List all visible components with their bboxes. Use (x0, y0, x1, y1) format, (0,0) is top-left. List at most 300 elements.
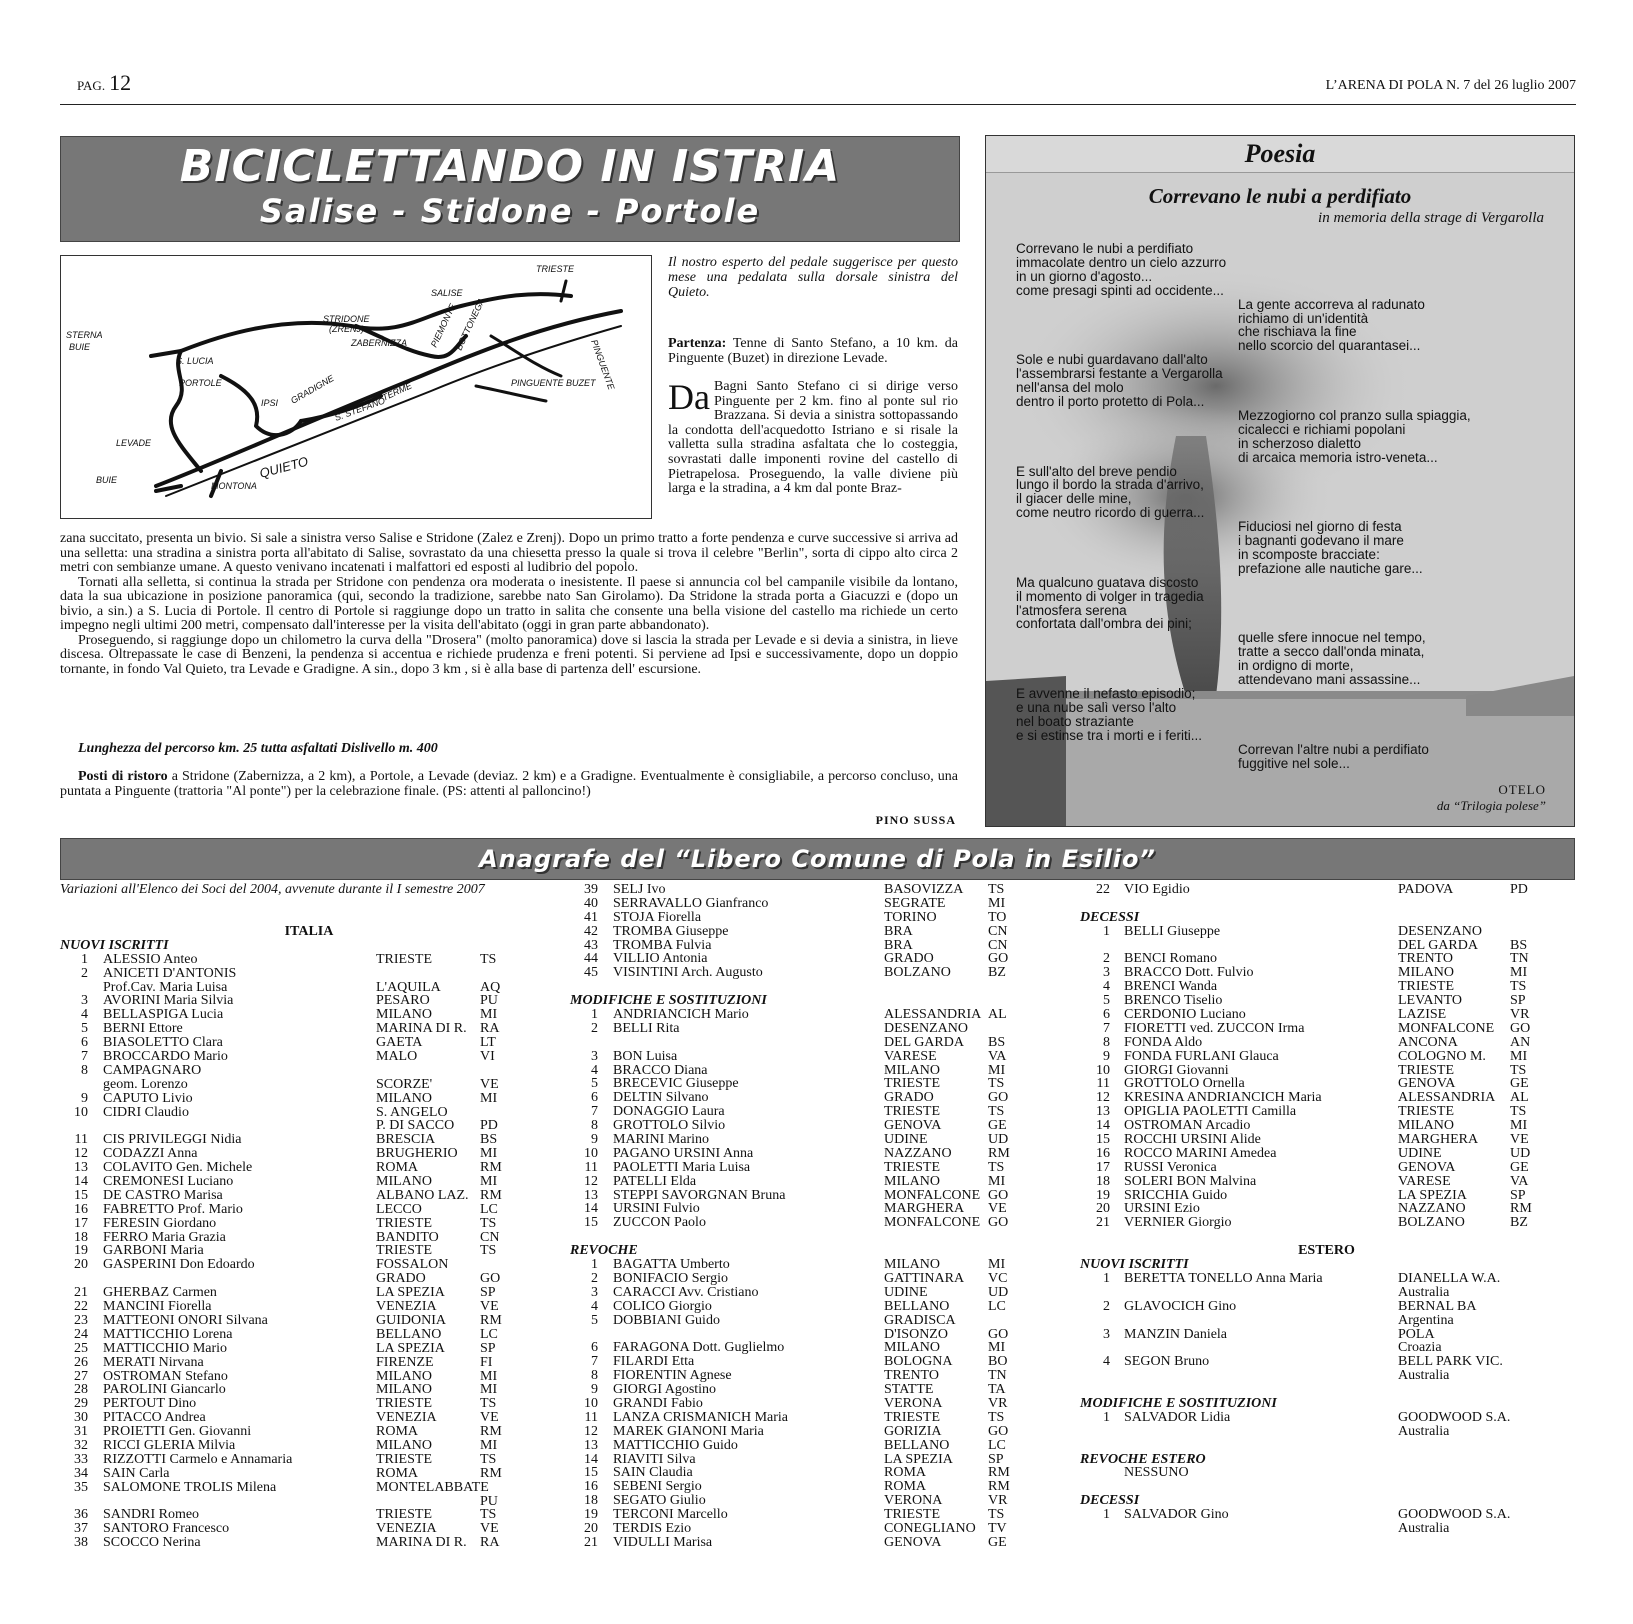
member-number: 25 (74, 1340, 88, 1356)
member-number: 13 (74, 1160, 88, 1176)
member-row (570, 1064, 1050, 1078)
member-number: 15 (1096, 1132, 1110, 1148)
article-partenza (668, 336, 958, 366)
member-province: TS (988, 1076, 1005, 1092)
member-city: TRENTO (1398, 951, 1453, 967)
member-name: BENCI Romano (1124, 951, 1217, 967)
member-number: 1 (1103, 923, 1110, 939)
member-number: 5 (81, 1021, 88, 1037)
poem-line: come neutro ricordo di guerra... (1016, 505, 1205, 521)
member-row (570, 1286, 1050, 1300)
member-row (1080, 1077, 1573, 1091)
member-number: 15 (74, 1187, 88, 1203)
member-name: URSINI Ezio (1124, 1201, 1200, 1217)
member-name: BERETTA TONELLO Anna Maria (1124, 1270, 1323, 1286)
member-number: 18 (74, 1229, 88, 1245)
map-label-salise: SALISE (431, 288, 463, 298)
member-name: geom. Lorenzo (103, 1076, 188, 1092)
member-name: Prof.Cav. Maria Luisa (103, 979, 228, 995)
member-row (1080, 1425, 1573, 1439)
member-city: TRIESTE (376, 1396, 432, 1412)
member-province: CN (988, 923, 1008, 939)
member-city: BOLOGNA (884, 1354, 953, 1370)
member-row (60, 1508, 558, 1522)
member-city: TORINO (884, 909, 937, 925)
poem-line: prefazione alle nautiche gare... (1238, 560, 1423, 576)
member-row (570, 1036, 1050, 1050)
member-name: RICCI GLERIA Milvia (103, 1437, 236, 1453)
map-label-slucia: S. LUCIA (176, 356, 214, 366)
member-province: MI (988, 895, 1006, 911)
member-city: MILANO (1398, 1118, 1454, 1134)
member-row (1080, 1091, 1573, 1105)
member-province: UD (1510, 1145, 1531, 1161)
member-row (1080, 1300, 1573, 1314)
member-city: GENOVA (884, 1534, 942, 1550)
member-row (60, 1231, 558, 1245)
member-city: MILANO (376, 1437, 432, 1453)
member-city: MILANO (376, 1174, 432, 1190)
member-number: 1 (1103, 1409, 1110, 1425)
member-number: 7 (591, 1354, 598, 1370)
member-name: CREMONESI Luciano (103, 1174, 234, 1190)
member-name: SCOCCO Nerina (103, 1535, 201, 1551)
member-name: MATTICCHIO Guido (613, 1437, 738, 1453)
member-province: GE (1510, 1159, 1529, 1175)
poem-line: E avvenne il nefasto episodio; (1016, 686, 1196, 701)
map-label-pinguente-buzet: PINGUENTE BUZET (511, 378, 596, 388)
member-province: SP (1510, 1187, 1526, 1203)
member-row (570, 1175, 1050, 1189)
member-province: RM (480, 1187, 502, 1203)
member-city: ALESSANDRIA (884, 1007, 982, 1023)
member-province: MI (1510, 1118, 1528, 1134)
member-row (570, 1425, 1050, 1439)
member-number: 3 (591, 1048, 598, 1064)
section-heading: DECESSI (1080, 1493, 1140, 1509)
member-number: 32 (74, 1437, 88, 1453)
member-province: VE (480, 1521, 499, 1537)
member-city: BRESCIA (376, 1132, 436, 1148)
member-number: 1 (591, 1007, 598, 1023)
member-name: BELLASPIGA Lucia (103, 1007, 224, 1023)
member-row (1080, 1355, 1573, 1369)
member-row (60, 1189, 558, 1203)
member-city: MILANO (884, 1062, 940, 1078)
member-province: GE (988, 1534, 1007, 1550)
member-number: 4 (81, 1007, 88, 1023)
member-name: CAMPAGNARO (103, 1062, 202, 1078)
member-number: 13 (1096, 1104, 1110, 1120)
member-name: SALVADOR Gino (1124, 1507, 1229, 1523)
article-title-box (60, 136, 960, 242)
member-name: CERDONIO Luciano (1124, 1007, 1246, 1023)
member-province: RA (480, 1021, 500, 1037)
member-name: OSTROMAN Stefano (103, 1368, 228, 1384)
member-number: 11 (74, 1132, 88, 1148)
member-province: BZ (1510, 1215, 1528, 1231)
member-name: BERNI Ettore (103, 1021, 183, 1037)
member-name: AVORINI Maria Silvia (103, 993, 234, 1009)
member-name: GASPERINI Don Edoardo (103, 1257, 255, 1273)
member-city: Australia (1398, 1423, 1450, 1439)
spacer (1080, 1439, 1573, 1453)
member-province: MI (1510, 965, 1528, 981)
member-row (1080, 1216, 1573, 1230)
member-row (1080, 1147, 1573, 1161)
member-city: NAZZANO (884, 1145, 952, 1161)
poem-title: Correvano le nubi a perdifiato (1148, 184, 1412, 208)
member-province: TS (1510, 1062, 1527, 1078)
member-province: VC (988, 1270, 1008, 1286)
member-province: UD (988, 1132, 1009, 1148)
member-city: TRIESTE (884, 1076, 940, 1092)
article-para1 (668, 377, 958, 497)
map-label-zabernizza: ZABERNIZZA (351, 338, 408, 348)
member-province: TS (480, 1451, 497, 1467)
member-city: BRUGHERIO (376, 1146, 458, 1162)
spacer (1080, 1480, 1573, 1494)
member-number: 16 (1096, 1145, 1110, 1161)
member-city: ROMA (884, 1479, 927, 1495)
member-row (60, 1425, 558, 1439)
member-number: 19 (584, 1507, 598, 1523)
member-province: GO (988, 1187, 1009, 1203)
member-row (1080, 1133, 1573, 1147)
member-number: 1 (81, 951, 88, 967)
member-number: 5 (591, 1076, 598, 1092)
member-name: MARINI Marino (613, 1132, 710, 1148)
member-city: MARGHERA (884, 1201, 965, 1217)
member-city: GENOVA (1398, 1076, 1456, 1092)
member-row (60, 1342, 558, 1356)
member-city: VENEZIA (376, 1410, 437, 1426)
page-num: 12 (109, 70, 132, 95)
poem-line: che rischiava la fine (1238, 324, 1357, 340)
member-province: VR (988, 1493, 1008, 1509)
member-number: 34 (74, 1465, 88, 1481)
member-province: MI (988, 1257, 1006, 1273)
member-row (1080, 994, 1573, 1008)
member-province: TS (1510, 979, 1527, 995)
route-map (60, 255, 652, 519)
member-name: FIORENTIN Agnese (613, 1368, 732, 1384)
member-number: 3 (591, 1284, 598, 1300)
member-province: LC (988, 1298, 1006, 1314)
member-row (570, 883, 1050, 897)
member-province: VE (480, 1410, 499, 1426)
member-province: BS (1510, 937, 1528, 953)
partenza-text: Tenne di Santo Stefano, a 10 km. da Pinguente (Buzet) in direzione Levade. (668, 336, 958, 366)
member-province: SP (988, 1451, 1004, 1467)
member-number: 2 (1103, 1298, 1110, 1314)
section-heading: DECESSI (1080, 909, 1140, 925)
member-row (60, 1078, 558, 1092)
member-name: SRICCHIA Guido (1124, 1187, 1228, 1203)
member-number: 11 (584, 1409, 598, 1425)
article-subtitle: Salise - Stidone - Portole (259, 192, 761, 230)
member-name: DE CASTRO Marisa (103, 1187, 223, 1203)
member-row (1080, 925, 1573, 939)
member-province: VE (480, 1299, 499, 1315)
member-name: MERATI Nirvana (103, 1354, 204, 1370)
poem-line: il giacer delle mine, (1016, 491, 1132, 507)
member-name: PAOLETTI Maria Luisa (613, 1159, 751, 1175)
member-province: TS (480, 1243, 497, 1259)
member-number: 2 (591, 1020, 598, 1036)
member-row (570, 1161, 1050, 1175)
member-city: MILANO (376, 1368, 432, 1384)
member-city: CONEGLIANO (884, 1520, 976, 1536)
member-city: TRIESTE (1398, 979, 1454, 995)
member-name: FERRO Maria Grazia (103, 1229, 226, 1245)
member-city: BELLANO (884, 1298, 950, 1314)
member-row (60, 1064, 558, 1078)
member-row (60, 1119, 558, 1133)
member-number: 6 (591, 1090, 598, 1106)
member-number: 37 (74, 1521, 88, 1537)
member-row (60, 994, 558, 1008)
member-row (570, 1411, 1050, 1425)
member-row (1080, 1522, 1573, 1536)
member-province: TS (988, 1507, 1005, 1523)
member-name: BRENCI Wanda (1124, 979, 1218, 995)
member-number: 1 (591, 1257, 598, 1273)
member-number: 8 (591, 1368, 598, 1384)
member-row (1080, 1050, 1573, 1064)
poem-line: quelle sfere innocue nel tempo, (1238, 630, 1426, 646)
member-number: 28 (74, 1382, 88, 1398)
member-province: VI (480, 1049, 495, 1065)
map-label-stridone: STRIDONE (323, 314, 370, 324)
member-number: 5 (1103, 993, 1110, 1009)
member-province: RM (988, 1479, 1010, 1495)
member-row (60, 1286, 558, 1300)
member-province: MI (988, 1173, 1006, 1189)
member-row (1080, 1189, 1573, 1203)
member-province: GO (988, 951, 1009, 967)
member-city: TRIESTE (884, 1159, 940, 1175)
member-name: ROCCO MARINI Amedea (1124, 1145, 1277, 1161)
member-number: 20 (74, 1257, 88, 1273)
member-province: VE (1510, 1132, 1529, 1148)
map-label-gradigne: GRADIGNE (289, 373, 336, 406)
member-row (60, 1383, 558, 1397)
member-row (570, 1119, 1050, 1133)
registry-title: Anagrafe del “Libero Comune di Pola in Esilio” (60, 838, 1575, 880)
member-number: 21 (1096, 1215, 1110, 1231)
member-city: VENEZIA (376, 1521, 437, 1537)
poem-text (1016, 242, 1556, 770)
member-province: GO (988, 1215, 1009, 1231)
member-name: SALOMONE TROLIS Milena (103, 1479, 277, 1495)
member-row (60, 953, 558, 967)
member-province: RM (480, 1465, 502, 1481)
member-row (570, 1300, 1050, 1314)
member-number: 9 (591, 1132, 598, 1148)
member-province: BS (988, 1034, 1006, 1050)
member-city: PESARO (376, 993, 430, 1009)
member-row (570, 1466, 1050, 1480)
member-number: 14 (584, 1451, 598, 1467)
member-name: CAPUTO Livio (103, 1090, 193, 1106)
poem-line: Ma qualcuno guatava discosto (1016, 574, 1199, 590)
member-province: TS (480, 1396, 497, 1412)
member-number: 21 (74, 1285, 88, 1301)
poem-line: Fiduciosi nel giorno di festa (1238, 519, 1402, 535)
member-city: TRIESTE (376, 1215, 432, 1231)
member-name: NESSUNO (1124, 1465, 1189, 1481)
poem-line: confortata dall'ombra dei pini; (1016, 616, 1192, 632)
member-row (570, 1272, 1050, 1286)
member-row (60, 1397, 558, 1411)
member-city: MALO (376, 1049, 418, 1065)
member-name: DONAGGIO Laura (613, 1104, 725, 1120)
member-city: UDINE (1398, 1145, 1442, 1161)
member-city: UDINE (884, 1284, 928, 1300)
member-city: MILANO (1398, 965, 1454, 981)
member-city: ANCONA (1398, 1034, 1458, 1050)
map-label-sstefano: S. STEFANO (333, 395, 387, 423)
member-name: BIASOLETTO Clara (103, 1035, 223, 1051)
registry-column-2 (570, 883, 1050, 1550)
member-row (1080, 1411, 1573, 1425)
poem-line: attendevano mani assassine... (1238, 672, 1421, 688)
poem-line: cicalecci e richiami popolani (1238, 421, 1406, 437)
member-name: GARBONI Maria (103, 1243, 204, 1259)
member-number: 20 (584, 1520, 598, 1536)
route-length: Lunghezza del percorso km. 25 tutta asfaltati Dislivello m. 400 (78, 741, 438, 756)
registry-column-1 (60, 925, 558, 1550)
member-city: Argentina (1398, 1312, 1454, 1328)
member-number: 43 (584, 937, 598, 953)
section-heading: MODIFICHE E SOSTITUZIONI (1080, 1395, 1277, 1411)
region-heading: ITALIA (284, 924, 334, 939)
member-row (1080, 883, 1573, 897)
member-number: 1 (1103, 1507, 1110, 1523)
member-number: 38 (74, 1535, 88, 1551)
member-name: BON Luisa (613, 1048, 678, 1064)
member-row (570, 952, 1050, 966)
member-province: TN (1510, 951, 1529, 967)
member-city: BRA (884, 937, 913, 953)
member-number: 1 (1103, 1270, 1110, 1286)
member-name: MAREK GIANONI Maria (613, 1423, 764, 1439)
member-name: SERRAVALLO Gianfranco (613, 895, 769, 911)
map-label-portole: PORTOLE (179, 378, 222, 388)
member-city: COLOGNO M. (1398, 1048, 1486, 1064)
poem-line: tratte a secco dall'onda minata, (1238, 644, 1425, 660)
member-name: RIAVITI Silva (613, 1451, 696, 1467)
member-city: BERNAL BA (1398, 1298, 1477, 1314)
poem-line: fuggitive nel sole... (1238, 755, 1350, 771)
map-label-levade: LEVADE (116, 438, 152, 448)
member-number: 8 (81, 1062, 88, 1078)
member-number: 16 (584, 1479, 598, 1495)
member-number: 18 (584, 1493, 598, 1509)
poem-dedication: in memoria della strage di Vergarolla (1318, 210, 1544, 226)
member-number: 14 (584, 1201, 598, 1217)
member-row (570, 1189, 1050, 1203)
member-province: LT (480, 1035, 496, 1051)
member-city: P. DI SACCO (376, 1118, 455, 1134)
member-province: GO (1510, 1020, 1531, 1036)
member-name: PAGANO URSINI Anna (613, 1145, 754, 1161)
member-name: CIDRI Claudio (103, 1104, 189, 1120)
member-province: MI (480, 1382, 498, 1398)
member-row (60, 1050, 558, 1064)
member-row (1080, 1022, 1573, 1036)
member-number: 12 (584, 1423, 598, 1439)
member-province: VR (1510, 1007, 1530, 1023)
member-name: STEPPI SAVORGNAN Bruna (613, 1187, 786, 1203)
member-name: SAIN Carla (103, 1465, 170, 1481)
member-number: 7 (591, 1104, 598, 1120)
member-province: BS (480, 1132, 498, 1148)
member-row (60, 1439, 558, 1453)
member-name: BELLI Giuseppe (1124, 923, 1221, 939)
member-province: RM (480, 1160, 502, 1176)
member-number: 17 (74, 1215, 88, 1231)
poem-line: Sole e nubi guardavano dall'alto (1016, 352, 1208, 368)
member-row (60, 1258, 558, 1272)
para1-cont: zana succitato, presenta un bivio. Si sale a sinistra verso Salise e Stridone (Zalez e Zrenj). Dopo un primo tratto a forte pendenza e curve successive si arriva ad una selletta: una stradina a sinistra porta all'abitato di Salise, sovrastato da una chiesetta presso la quale si trova il celebre "Berlin", sorta di cippo alto circa 2 metri con sembianze umane. A questo venivano incatenati i malfattori ed esposti al ludibrio del popolo. (60, 531, 958, 575)
poem-line: nell'ansa del molo (1016, 380, 1124, 396)
member-city: S. ANGELO (376, 1104, 448, 1120)
member-name: FABRETTO Prof. Mario (103, 1201, 243, 1217)
route-map-drawing (61, 256, 651, 518)
member-province: VR (988, 1395, 1008, 1411)
member-city: GOODWOOD S.A. (1398, 1409, 1511, 1425)
member-row (1080, 952, 1573, 966)
member-number: 15 (584, 1465, 598, 1481)
member-row (570, 1480, 1050, 1494)
member-city: GRADISCA (884, 1312, 956, 1328)
member-city: FIRENZE (376, 1354, 434, 1370)
member-row (60, 1522, 558, 1536)
rest-stops (60, 770, 958, 799)
member-city: LAZISE (1398, 1007, 1447, 1023)
member-province: BZ (988, 965, 1006, 981)
member-city: ALBANO LAZ. (376, 1187, 469, 1203)
member-city: MILANO (884, 1173, 940, 1189)
member-number: 9 (591, 1382, 598, 1398)
member-number: 26 (74, 1354, 88, 1370)
member-province: RM (480, 1424, 502, 1440)
member-province: TO (988, 909, 1007, 925)
member-number: 45 (584, 965, 598, 981)
poetry-header: Poesia (986, 136, 1574, 173)
member-row (60, 1370, 558, 1384)
member-row (570, 1147, 1050, 1161)
member-number: 21 (584, 1534, 598, 1550)
member-city: TRIESTE (884, 1507, 940, 1523)
member-city: LA SPEZIA (376, 1285, 445, 1301)
member-name: COLAVITO Gen. Michele (103, 1160, 253, 1176)
member-city: MONFALCONE (884, 1187, 981, 1203)
map-label-terme: TERME (380, 380, 414, 403)
member-number: 12 (584, 1173, 598, 1189)
map-label-ipsi: IPSI (261, 398, 279, 408)
member-name: KRESINA ANDRIANCICH Maria (1124, 1090, 1322, 1106)
member-city: LA SPEZIA (884, 1451, 953, 1467)
member-row (60, 1161, 558, 1175)
member-number: 19 (1096, 1187, 1110, 1203)
member-name: GRANDI Fabio (613, 1395, 703, 1411)
poem-line: Correvan l'altre nubi a perdifiato (1238, 741, 1429, 757)
member-city: TRIESTE (376, 1451, 432, 1467)
member-row (60, 1147, 558, 1161)
